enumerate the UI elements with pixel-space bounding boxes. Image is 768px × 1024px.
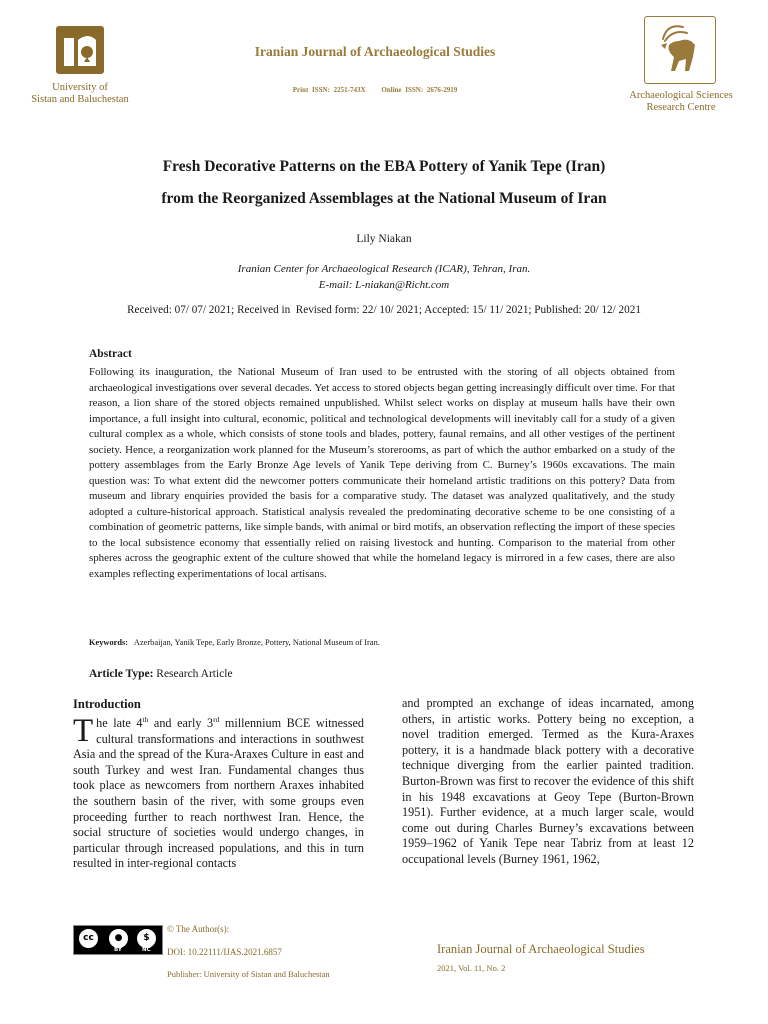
keywords-line [89, 638, 380, 647]
doi-link[interactable]: DOI: 10.22111/IJAS.2021.6857 [167, 947, 282, 957]
author-name: Lily Niakan [356, 233, 412, 245]
body-column-right: and prompted an exchange of ideas incarnated, among others, in artistic works. Pottery being no exception, a novel tradition emerged. Termed as the Kura-Araxes pottery, it is a handmade black pottery with a decorative technique diverging from the earlier painted tradition. Burton-Brown was first to recover the evidence of this shift in his 1948 excavations at Geoy Tepe (Burton-Brown 1951). Further evidence, at a much larger scale, would come out during Charles Burney’s excavations between 1959–1962 of Yanik Tepe near Tabriz from at least 12 occupational levels (Burney 1961, 1962, [402, 696, 694, 866]
university-name: University of Sistan and Baluchestan [31, 82, 129, 105]
abstract-text: Following its inauguration, the National Museum of Iran used to be entrusted with the storing of all objects obtained from archaeological investigations over several decades. Yet access to stored objects began getting increasingly difficult over time. For that reason, a lion share of the stored objects remained unpublished. Whilst select works on display at museum halls have their own importance, a full insight into cultural, economic, political and technological developments will inevitably call for a study of a given cultural complex as a whole, which consists of stone tools and blades, pottery, faunal remains, and all other vestiges of the pertinent society. Hence, a reorganization work planned for the Museum’s storerooms, as part of which the author embarked on a study of the pottery assemblages from the Early Bronze Age levels of Yanik Tepe deriving from C. Burney’s 1960s excavations. The main question was: To what extent did the newcomer potters communicate their homeland artistic traditions on this pottery? Data from museum and library enquiries provided the basis for a comparative study. The dataset was analyzed qualitatively, and the study adopted a culture-historical approach. Statistical analysis revealed the predominating decorative scheme to be one consisting of a combination of geometric patterns, like simple bands, with animal or bird motifs, an observation reflecting the import of these species to the local subsistence economy that essentially relied on raising livestock and hunting. Comparison to the material from other spheres across the geographic extent of the culture showed that while the homeland legacy is mirrored in a few cases, there are also examples reflecting experimentations of local artisans. [89, 366, 675, 580]
superscript-rd: rd [213, 714, 220, 724]
article-type-value: Research Article [156, 668, 233, 680]
cc-nc-label: NC [142, 947, 151, 953]
publication-dates: Received: 07/ 07/ 2021; Received in Revised form: 22/ 10/ 2021; Accepted: 15/ 11/ 2021; Published: 20/ 12/ 2021 [127, 304, 641, 316]
intro-text-part2: and early 3 [148, 716, 214, 730]
research-centre-name: Archaeological Sciences Research Centre [629, 90, 733, 113]
cc-by-label: BY [114, 947, 122, 953]
cc-license-badge[interactable] [73, 925, 163, 955]
publisher-line: Publisher: University of Sistan and Baluchestan [167, 969, 330, 979]
noncommercial-icon: $ [136, 928, 157, 949]
introduction-heading: Introduction [73, 697, 141, 711]
intro-text-part1: he late 4 [96, 716, 143, 730]
superscript-th: th [142, 714, 149, 724]
author-email: E-mail: L-niakan@Richt.com [318, 279, 450, 291]
article-type-line [89, 668, 233, 680]
online-issn: Online ISSN: 2676-2919 [381, 86, 458, 94]
keywords-heading: Keywords: [89, 638, 129, 647]
attribution-icon: ● [108, 928, 129, 949]
author-affiliation: Iranian Center for Archaeological Research (ICAR), Tehran, Iran. [237, 263, 531, 275]
footer-journal-title: Iranian Journal of Archaeological Studies [437, 942, 645, 956]
print-issn: Print ISSN: 2251-743X [292, 86, 366, 94]
abstract-heading: Abstract [89, 348, 132, 360]
copyright-line: © The Author(s): [167, 924, 230, 934]
article-title-line2: from the Reorganized Assemblages at the National Museum of Iran [161, 190, 607, 207]
drop-cap: T [73, 713, 94, 749]
research-centre-logo [644, 16, 716, 84]
cc-icon: cc [78, 928, 99, 949]
keywords-text: Azerbaijan, Yanik Tepe, Early Bronze, Pottery, National Museum of Iran. [133, 638, 380, 647]
article-type-heading: Article Type: [89, 668, 154, 680]
article-title-line1: Fresh Decorative Patterns on the EBA Pottery of Yanik Tepe (Iran) [162, 158, 606, 175]
body-column-left [73, 713, 364, 872]
footer-volume: 2021, Vol. 11, No. 2 [437, 963, 506, 973]
university-logo [56, 26, 104, 74]
journal-title: Iranian Journal of Archaeological Studies [254, 44, 496, 59]
intro-text-part3: millennium BCE witnessed cultural transformations and interactions in southwest Asia and the spread of the Kura-Araxes Culture in east and south Turkey and west Iran. Fundamental changes thus took place as newcomers from northern Araxes inhabited the southern basin of the river, with some groups even proceeding further to reach northwest Iran. Hence, the social structure of societies would undergo changes, in particular through increased populations, and this in turn resulted in inter-regional contacts [73, 716, 364, 871]
issn-line [200, 86, 550, 94]
